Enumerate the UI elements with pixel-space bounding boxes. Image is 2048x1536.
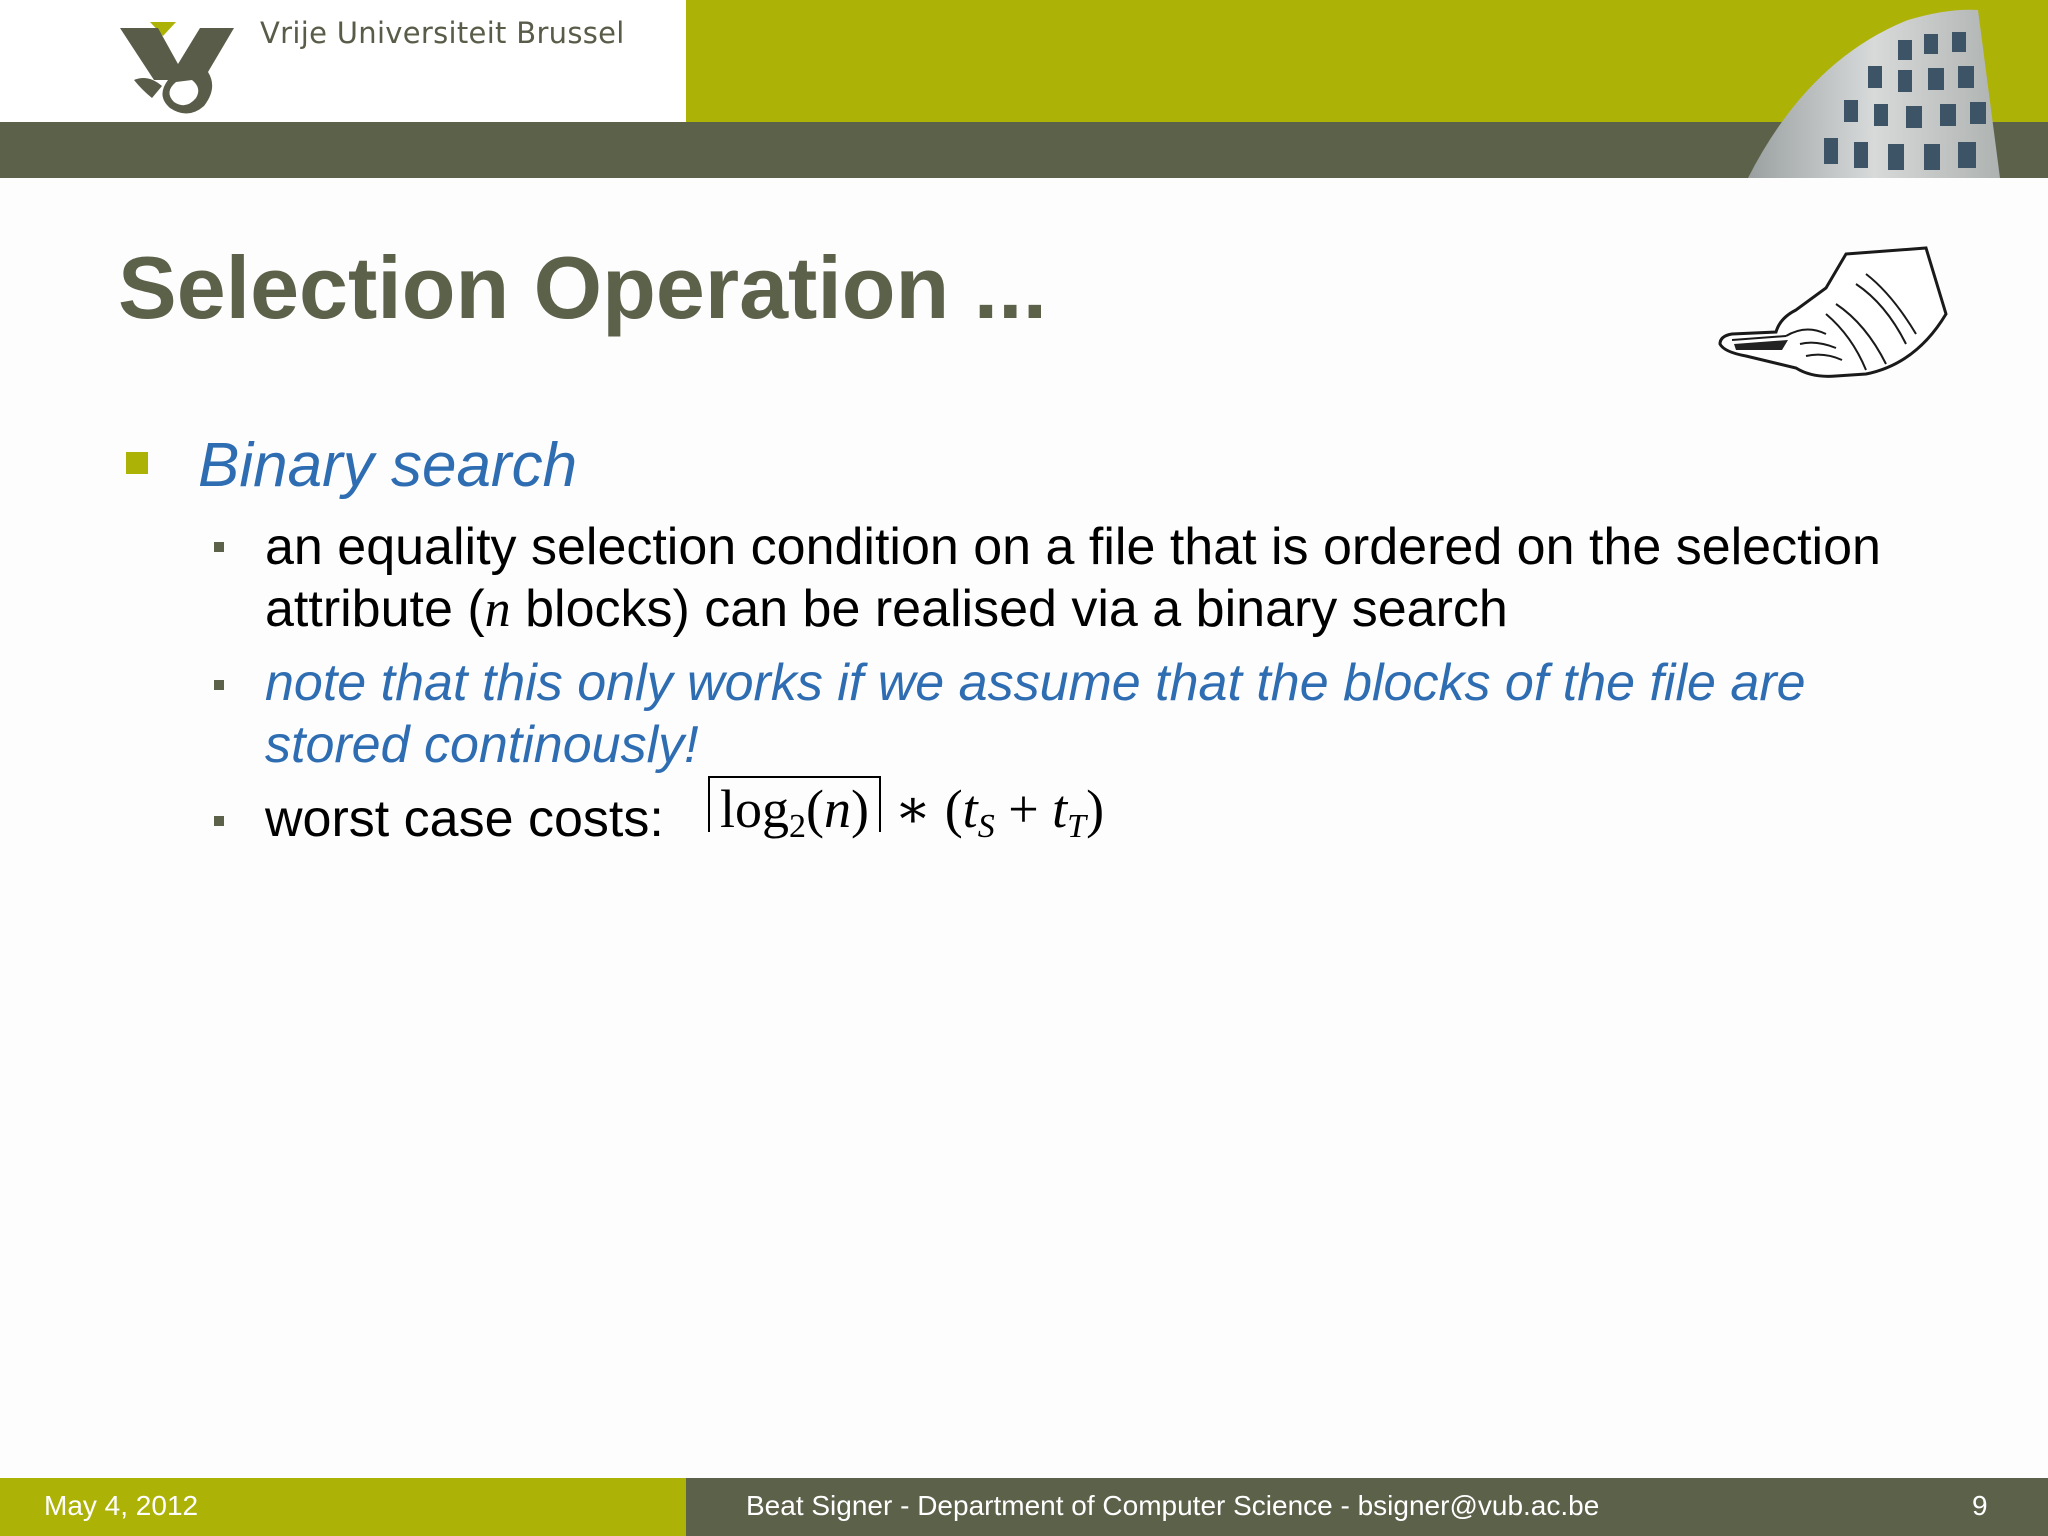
formula-paren-open-2: (: [944, 779, 963, 839]
university-name: Vrije Universiteit Brussel: [260, 16, 625, 50]
sub-item-worst-case-label: worst case costs:: [265, 790, 664, 848]
bullet-marker: [126, 452, 148, 474]
sub-item-text-after: blocks) can be realised via a binary search: [510, 580, 1508, 638]
sub-item-equality-selection: [265, 516, 1905, 641]
slide-title: Selection Operation ...: [118, 238, 1048, 337]
math-variable-n: n: [484, 581, 511, 638]
formula-multiply: ∗: [894, 779, 932, 839]
formula-sub-s: S: [977, 808, 995, 845]
sub-bullet-marker: [214, 680, 224, 690]
formula-plus: +: [1008, 779, 1039, 839]
ceiling-bracket: [708, 776, 881, 845]
footer-author: Beat Signer - Department of Computer Science - bsigner@vub.ac.be: [746, 1490, 1600, 1521]
sub-item-note: note that this only works if we assume that the blocks of the file are stored continously!: [265, 654, 1806, 774]
formula-log: log: [720, 779, 790, 839]
header-dark-band: [0, 122, 2048, 178]
formula-paren-close: ): [851, 779, 869, 839]
bullet-binary-search: Binary search: [198, 431, 578, 500]
pointing-hand-icon: [1716, 244, 1952, 404]
formula-arg-n: n: [824, 779, 851, 839]
worst-case-cost-formula: [708, 779, 1105, 845]
sub-item-text-before: an equality selection condition on a file that is ordered on the selection attribute (: [265, 518, 1881, 638]
page-number: 9: [1972, 1490, 1988, 1521]
formula-paren-close-2: ): [1086, 779, 1105, 839]
building-photo: [1748, 0, 2000, 178]
formula-t-t: t: [1052, 779, 1068, 839]
footer-date: May 4, 2012: [44, 1490, 199, 1521]
sub-bullet-marker: [214, 542, 224, 552]
formula-log-base: 2: [789, 808, 807, 845]
vub-logo-icon: [118, 20, 236, 116]
sub-bullet-marker: [214, 816, 224, 826]
formula-t-s: t: [962, 779, 978, 839]
formula-paren-open: (: [806, 779, 824, 839]
formula-sub-t: T: [1067, 808, 1087, 845]
